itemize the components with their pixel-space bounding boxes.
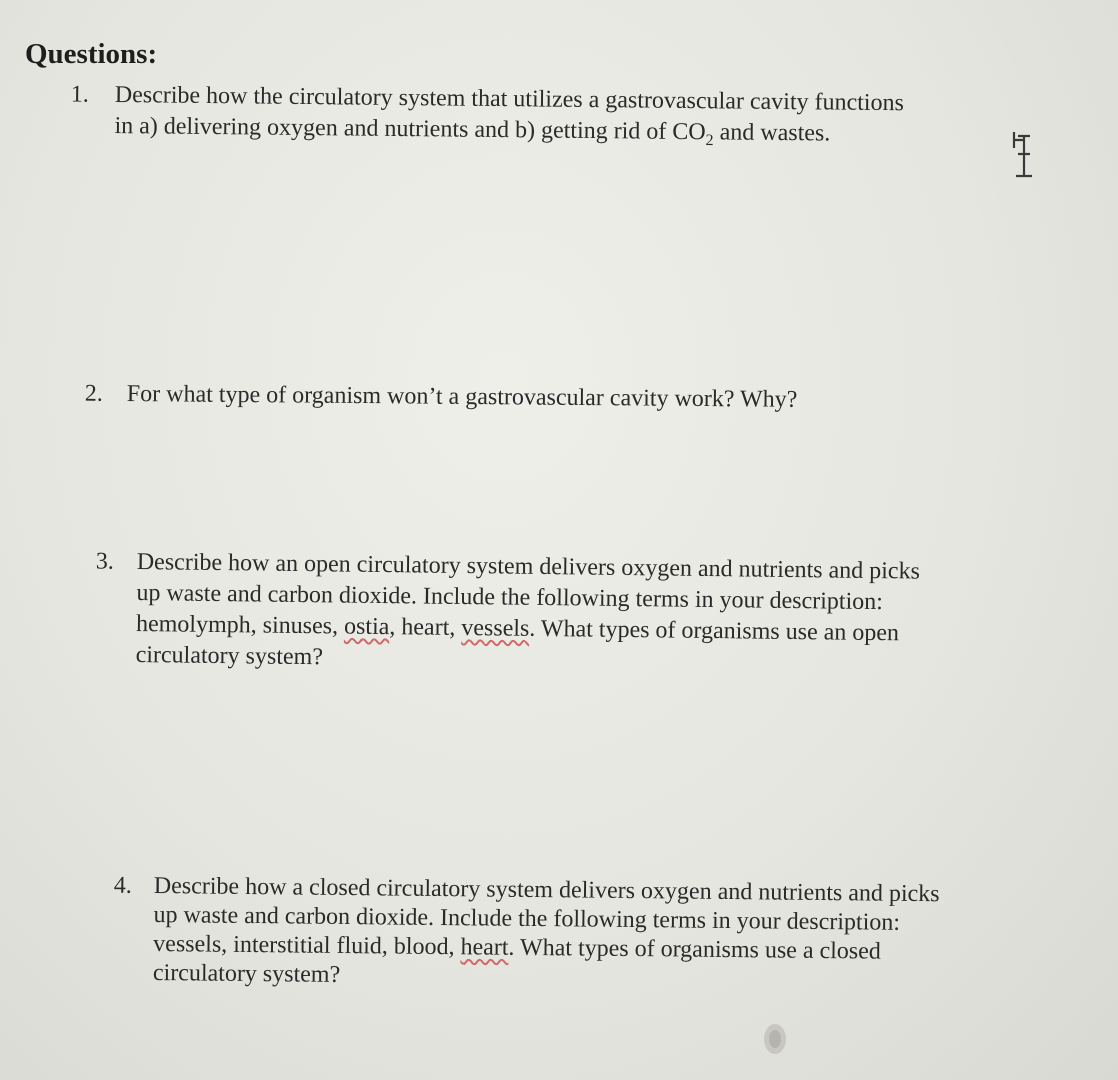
misspelled-word[interactable]: ostia [343, 613, 390, 641]
question-line: For what type of organism won’t a gastrovascular cavity work? Why? [126, 380, 798, 413]
question-number: 1. [70, 81, 89, 108]
question-line: circulatory system? [135, 641, 324, 671]
page-heading: Questions: [25, 38, 158, 70]
subscript: 2 [705, 131, 714, 150]
question-number: 2. [84, 380, 103, 407]
question-1 [70, 80, 905, 158]
question-4 [113, 872, 940, 996]
misspelled-word[interactable]: vessels [461, 614, 530, 642]
question-line: hemolymph, sinuses, ostia, heart, vessels. What types of organisms use an open [135, 610, 900, 647]
question-line: Describe how a closed circulatory system delivers oxygen and nutrients and picks [153, 872, 940, 908]
question-line: up waste and carbon dioxide. Include the following terms in your description: [153, 901, 901, 936]
question-line: vessels, interstitial fluid, blood, heart. What types of organisms use a closed [153, 930, 881, 965]
misspelled-word[interactable]: heart [460, 934, 509, 961]
question-line: Describe how the circulatory system that utilizes a gastrovascular cavity functions [114, 81, 905, 117]
question-2 [84, 379, 798, 416]
question-number: 3. [95, 548, 114, 575]
question-line: Describe how an open circulatory system delivers oxygen and nutrients and picks [136, 548, 921, 585]
text-cursor-icon [1008, 128, 1038, 186]
smudge-mark [760, 1020, 790, 1058]
question-number: 4. [113, 872, 132, 899]
question-line: up waste and carbon dioxide. Include the following terms in your description: [136, 579, 884, 616]
question-line: in a) delivering oxygen and nutrients and b) getting rid of $CO_2$ and wastes. [114, 112, 831, 150]
question-3 [95, 547, 921, 681]
question-line: circulatory system? [152, 959, 341, 988]
